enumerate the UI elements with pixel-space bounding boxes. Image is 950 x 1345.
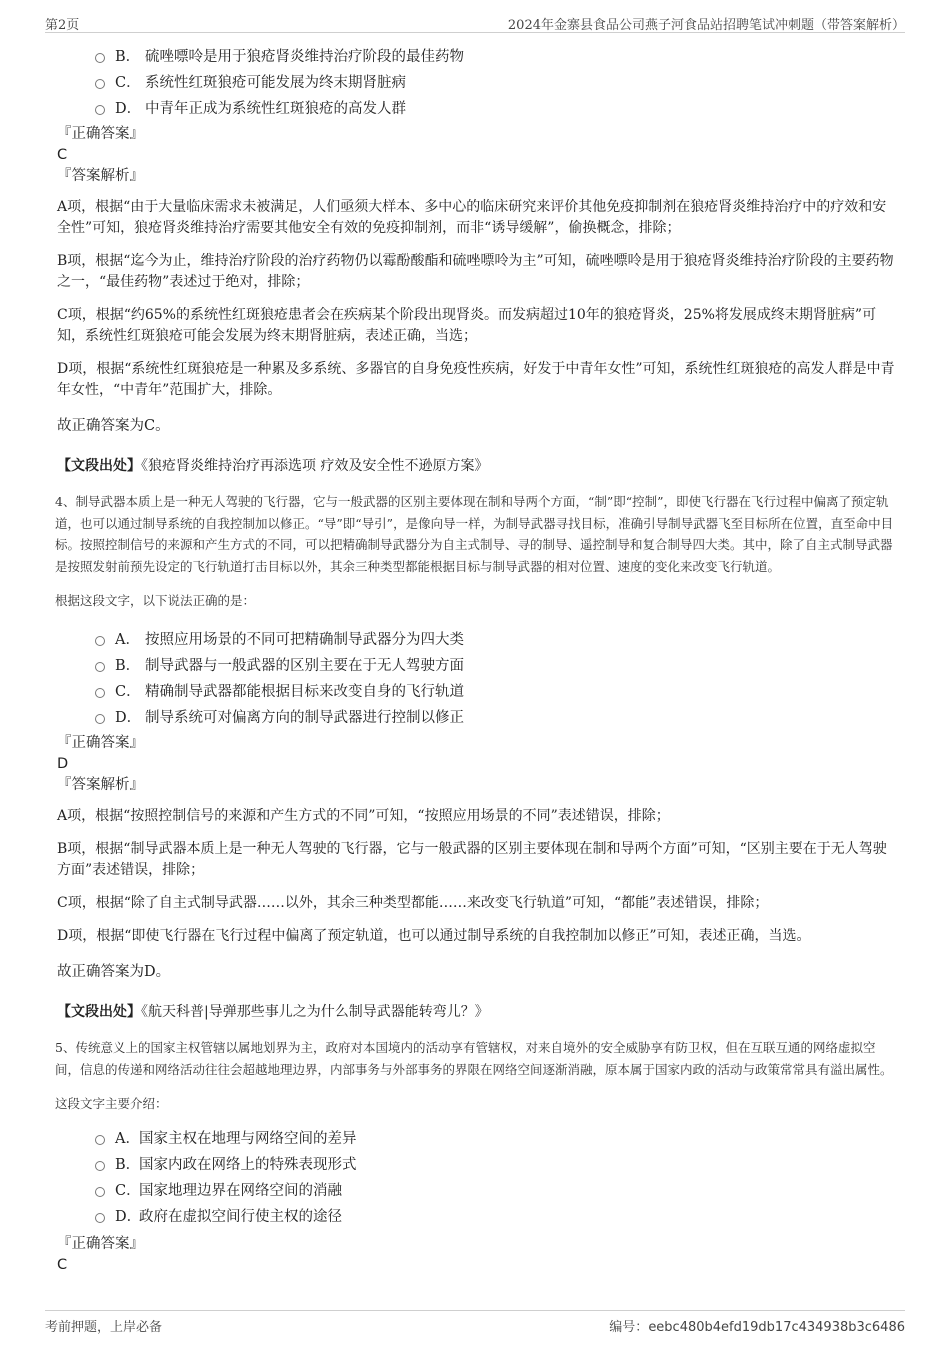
radio-icon[interactable] — [95, 53, 105, 63]
serial-value: eebc480b4efd19db17c434938b3c6486 — [648, 1320, 905, 1335]
footer-slogan: 考前押题，上岸必备 — [45, 1320, 163, 1335]
q4-option-b[interactable]: B． 制导武器与一般武器的区别主要在于无人驾驶方面 — [95, 651, 900, 677]
q4-answer: D — [57, 756, 69, 772]
q5-option-d[interactable]: D． 政府在虚拟空间行使主权的途径 — [95, 1202, 900, 1228]
radio-icon[interactable] — [95, 1161, 105, 1171]
q3-option-c[interactable]: C． 系统性红斑狼疮可能发展为终末期肾脏病 — [95, 68, 900, 94]
q3-option-d[interactable]: D． 中青年正成为系统性红斑狼疮的高发人群 — [95, 94, 900, 120]
page-footer — [45, 1310, 905, 1335]
q5-option-b[interactable]: B． 国家内政在网络上的特殊表现形式 — [95, 1150, 900, 1176]
q4-option-c[interactable]: C． 精确制导武器都能根据目标来改变自身的飞行轨道 — [95, 677, 900, 703]
q4-option-d[interactable]: D． 制导系统可对偏离方向的制导武器进行控制以修正 — [95, 703, 900, 729]
q5-option-a[interactable]: A． 国家主权在地理与网络空间的差异 — [95, 1124, 900, 1150]
q4-conclusion: 故正确答案为D。 — [57, 964, 171, 980]
correct-answer-label: 『正确答案』 — [57, 735, 144, 751]
radio-icon[interactable] — [95, 79, 105, 89]
q3-analysis-c: C项，根据“约65%的系统性红斑狼疮患者会在疾病某个阶段出现肾炎。而发病超过10年的狼疮肾炎，25%将发展成终末期肾脏病”可知，系统性红斑狼疮可能会发展为终末期肾脏病，表述正确，当选； — [57, 307, 877, 344]
q3-analysis-a: A项，根据“由于大量临床需求未被满足，人们亟须大样本、多中心的临床研究来评价其他免疫抑制剂在狼疮肾炎维持治疗中的疗效和安全性”可知，狼疮肾炎维持治疗需要其他安全有效的免疫抑制剂，而非“诱导缓解”，偷换概念，排除； — [57, 199, 887, 236]
q4-prompt: 根据这段文字，以下说法正确的是： — [55, 593, 256, 608]
q5-options — [95, 1124, 900, 1228]
radio-icon[interactable] — [95, 1187, 105, 1197]
q3-option-b[interactable]: B． 硫唑嘌呤是用于狼疮肾炎维持治疗阶段的最佳药物 — [95, 42, 900, 68]
q4-options — [95, 625, 900, 729]
radio-icon[interactable] — [95, 636, 105, 646]
q3-source — [57, 455, 900, 475]
analysis-label: 『答案解析』 — [57, 777, 144, 793]
q4-analysis-d: D项，根据“即使飞行器在飞行过程中偏离了预定轨道，也可以通过制导系统的自我控制加以修正”可知，表述正确，当选。 — [57, 928, 811, 944]
q4-analysis-b: B项，根据“制导武器本质上是一种无人驾驶的飞行器，它与一般武器的区别主要体现在制和导两个方面”可知，“区别主要在于无人驾驶方面”表述错误，排除； — [57, 841, 887, 878]
q3-analysis-b: B项，根据“迄今为止，维持治疗阶段的治疗药物仍以霉酚酸酯和硫唑嘌呤为主”可知，硫唑嘌呤是用于狼疮肾炎维持治疗阶段的主要药物之一，“最佳药物”表述过于绝对，排除； — [57, 253, 894, 290]
page-number: 第2页 — [45, 18, 80, 33]
q5-option-c[interactable]: C． 国家地理边界在网络空间的消融 — [95, 1176, 900, 1202]
q4-analysis-c: C项，根据“除了自主式制导武器……以外，其余三种类型都能……来改变飞行轨道”可知，“都能”表述错误，排除； — [57, 895, 769, 911]
radio-icon[interactable] — [95, 1135, 105, 1145]
main-content — [55, 42, 900, 1276]
analysis-label: 『答案解析』 — [57, 168, 144, 184]
q3-answer: C — [57, 147, 68, 163]
q4-text: 4、制导武器本质上是一种无人驾驶的飞行器，它与一般武器的区别主要体现在制和导两个方面，“制”即“控制”，即使飞行器在飞行过程中偏离了预定轨道，也可以通过制导系统的自我控制加以修正。“导”即“导引”，是像向导一样，为制导武器寻找目标，准确引导制导武器飞至目标所在位置，直至命中目标。按照控制信号的来源和产生方式的不同，可以把精确制导武器分为自主式制导、寻的制导、遥控制导和复合制导四大类。其中，除了自主式制导武器是按照发射前预先设定的飞行轨道打击目标以外，其余三种类型都能根据目标与制导武器的相对位置、速度的变化来改变飞行轨道。 — [55, 494, 894, 574]
radio-icon[interactable] — [95, 714, 105, 724]
q4-option-a[interactable]: A． 按照应用场景的不同可把精确制导武器分为四大类 — [95, 625, 900, 651]
q4-source — [57, 1001, 900, 1021]
document-title: 2024年金寨县食品公司燕子河食品站招聘笔试冲刺题（带答案解析） — [507, 18, 905, 33]
correct-answer-label: 『正确答案』 — [57, 1236, 144, 1252]
source-label: 【文段出处】 — [57, 458, 141, 474]
q3-conclusion: 故正确答案为C。 — [57, 418, 170, 434]
serial-label: 编号： — [609, 1320, 649, 1335]
radio-icon[interactable] — [95, 662, 105, 672]
document-serial — [609, 1316, 905, 1335]
correct-answer-label: 『正确答案』 — [57, 126, 144, 142]
q3-analysis-d: D项，根据“系统性红斑狼疮是一种累及多系统、多器官的自身免疫性疾病，好发于中青年女性”可知，系统性红斑狼疮的高发人群是中青年女性，“中青年”范围扩大，排除。 — [57, 361, 895, 398]
source-label: 【文段出处】 — [57, 1004, 141, 1020]
q3-options — [95, 42, 900, 120]
q5-text: 5、传统意义上的国家主权管辖以属地划界为主，政府对本国境内的活动享有管辖权，对来自境外的安全威胁享有防卫权，但在互联互通的网络虚拟空间，信息的传递和网络活动往往会超越地理边界，内部事务与外部事务的界限在网络空间逐渐消融，原本属于国家内政的活动与政策常常具有溢出属性。 — [55, 1040, 893, 1077]
page-header — [45, 12, 905, 33]
radio-icon[interactable] — [95, 688, 105, 698]
q4-analysis-a: A项，根据“按照控制信号的来源和产生方式的不同”可知，“按照应用场景的不同”表述错误，排除； — [57, 808, 670, 824]
q3-source-title: 《狼疮肾炎维持治疗再添选项 疗效及安全性不逊原方案》 — [141, 458, 489, 474]
radio-icon[interactable] — [95, 1213, 105, 1223]
q5-answer: C — [57, 1257, 68, 1273]
q4-source-title: 《航天科普|导弹那些事儿之为什么制导武器能转弯儿？》 — [141, 1004, 489, 1020]
radio-icon[interactable] — [95, 105, 105, 115]
q5-prompt: 这段文字主要介绍： — [55, 1096, 168, 1111]
